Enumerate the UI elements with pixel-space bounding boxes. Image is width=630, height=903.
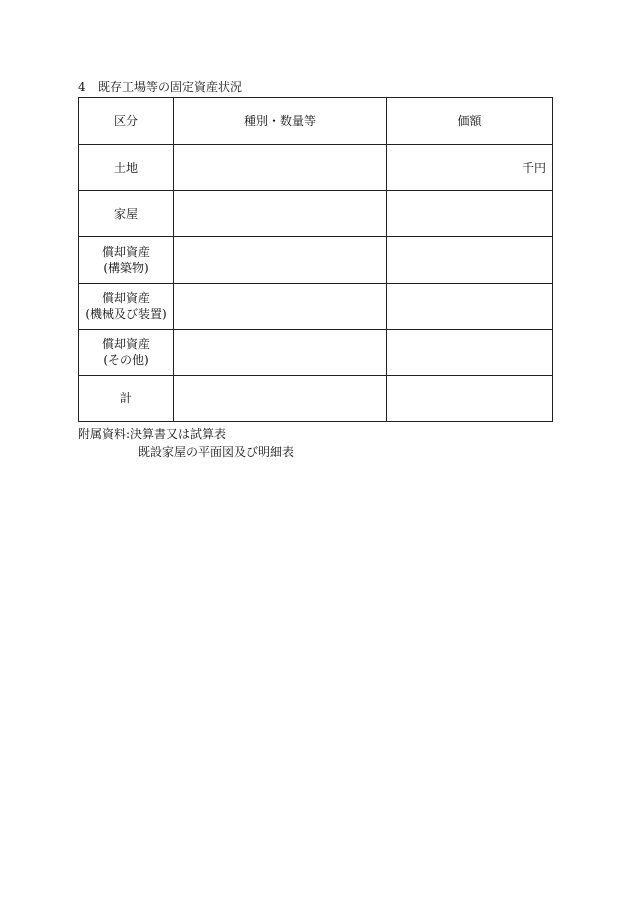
category-line: (構築物) <box>103 260 149 275</box>
attachments-note <box>78 425 295 459</box>
table-row <box>79 237 553 283</box>
category-line: 償却資産 <box>101 244 150 259</box>
row-value-cell <box>387 191 553 237</box>
table-row <box>79 145 553 191</box>
row-category <box>79 283 174 329</box>
row-category <box>79 145 174 191</box>
table-row <box>79 329 553 375</box>
row-value-cell <box>387 375 553 421</box>
row-category <box>79 375 174 421</box>
attachment-item: 既設家屋の平面図及び明細表 <box>138 445 295 459</box>
attachment-item: 決算書又は試算表 <box>130 427 227 441</box>
row-category <box>79 237 174 283</box>
category-line: (機械及び装置) <box>85 307 167 322</box>
row-kind-cell <box>174 329 387 375</box>
table-row <box>79 191 553 237</box>
row-kind-cell <box>174 237 387 283</box>
header-value: 価額 <box>387 98 553 145</box>
row-value-cell <box>387 283 553 329</box>
row-value-cell <box>387 237 553 283</box>
header-category: 区分 <box>79 98 174 145</box>
category-line: 償却資産 <box>101 337 150 352</box>
row-category <box>79 191 174 237</box>
row-kind-cell <box>174 191 387 237</box>
table-row <box>79 375 553 421</box>
category-line: 家屋 <box>113 206 138 221</box>
row-kind-cell <box>174 375 387 421</box>
table-header-row <box>79 98 553 145</box>
row-category <box>79 329 174 375</box>
attachments-label: 附属資料: <box>78 427 131 441</box>
header-kind-quantity: 種別・数量等 <box>174 98 387 145</box>
category-line: 土地 <box>113 160 138 175</box>
row-kind-cell <box>174 283 387 329</box>
row-value-cell <box>387 329 553 375</box>
category-line: 計 <box>119 391 132 406</box>
table-row <box>79 283 553 329</box>
row-value-cell: 千円 <box>387 145 553 191</box>
section-title: 既存工場等の固定資産状況 <box>98 80 243 94</box>
category-line: 償却資産 <box>101 291 150 306</box>
section-heading <box>78 80 242 94</box>
row-kind-cell <box>174 145 387 191</box>
fixed-assets-table <box>78 97 553 422</box>
section-number: 4 <box>78 80 86 94</box>
category-line: (その他) <box>103 353 149 368</box>
